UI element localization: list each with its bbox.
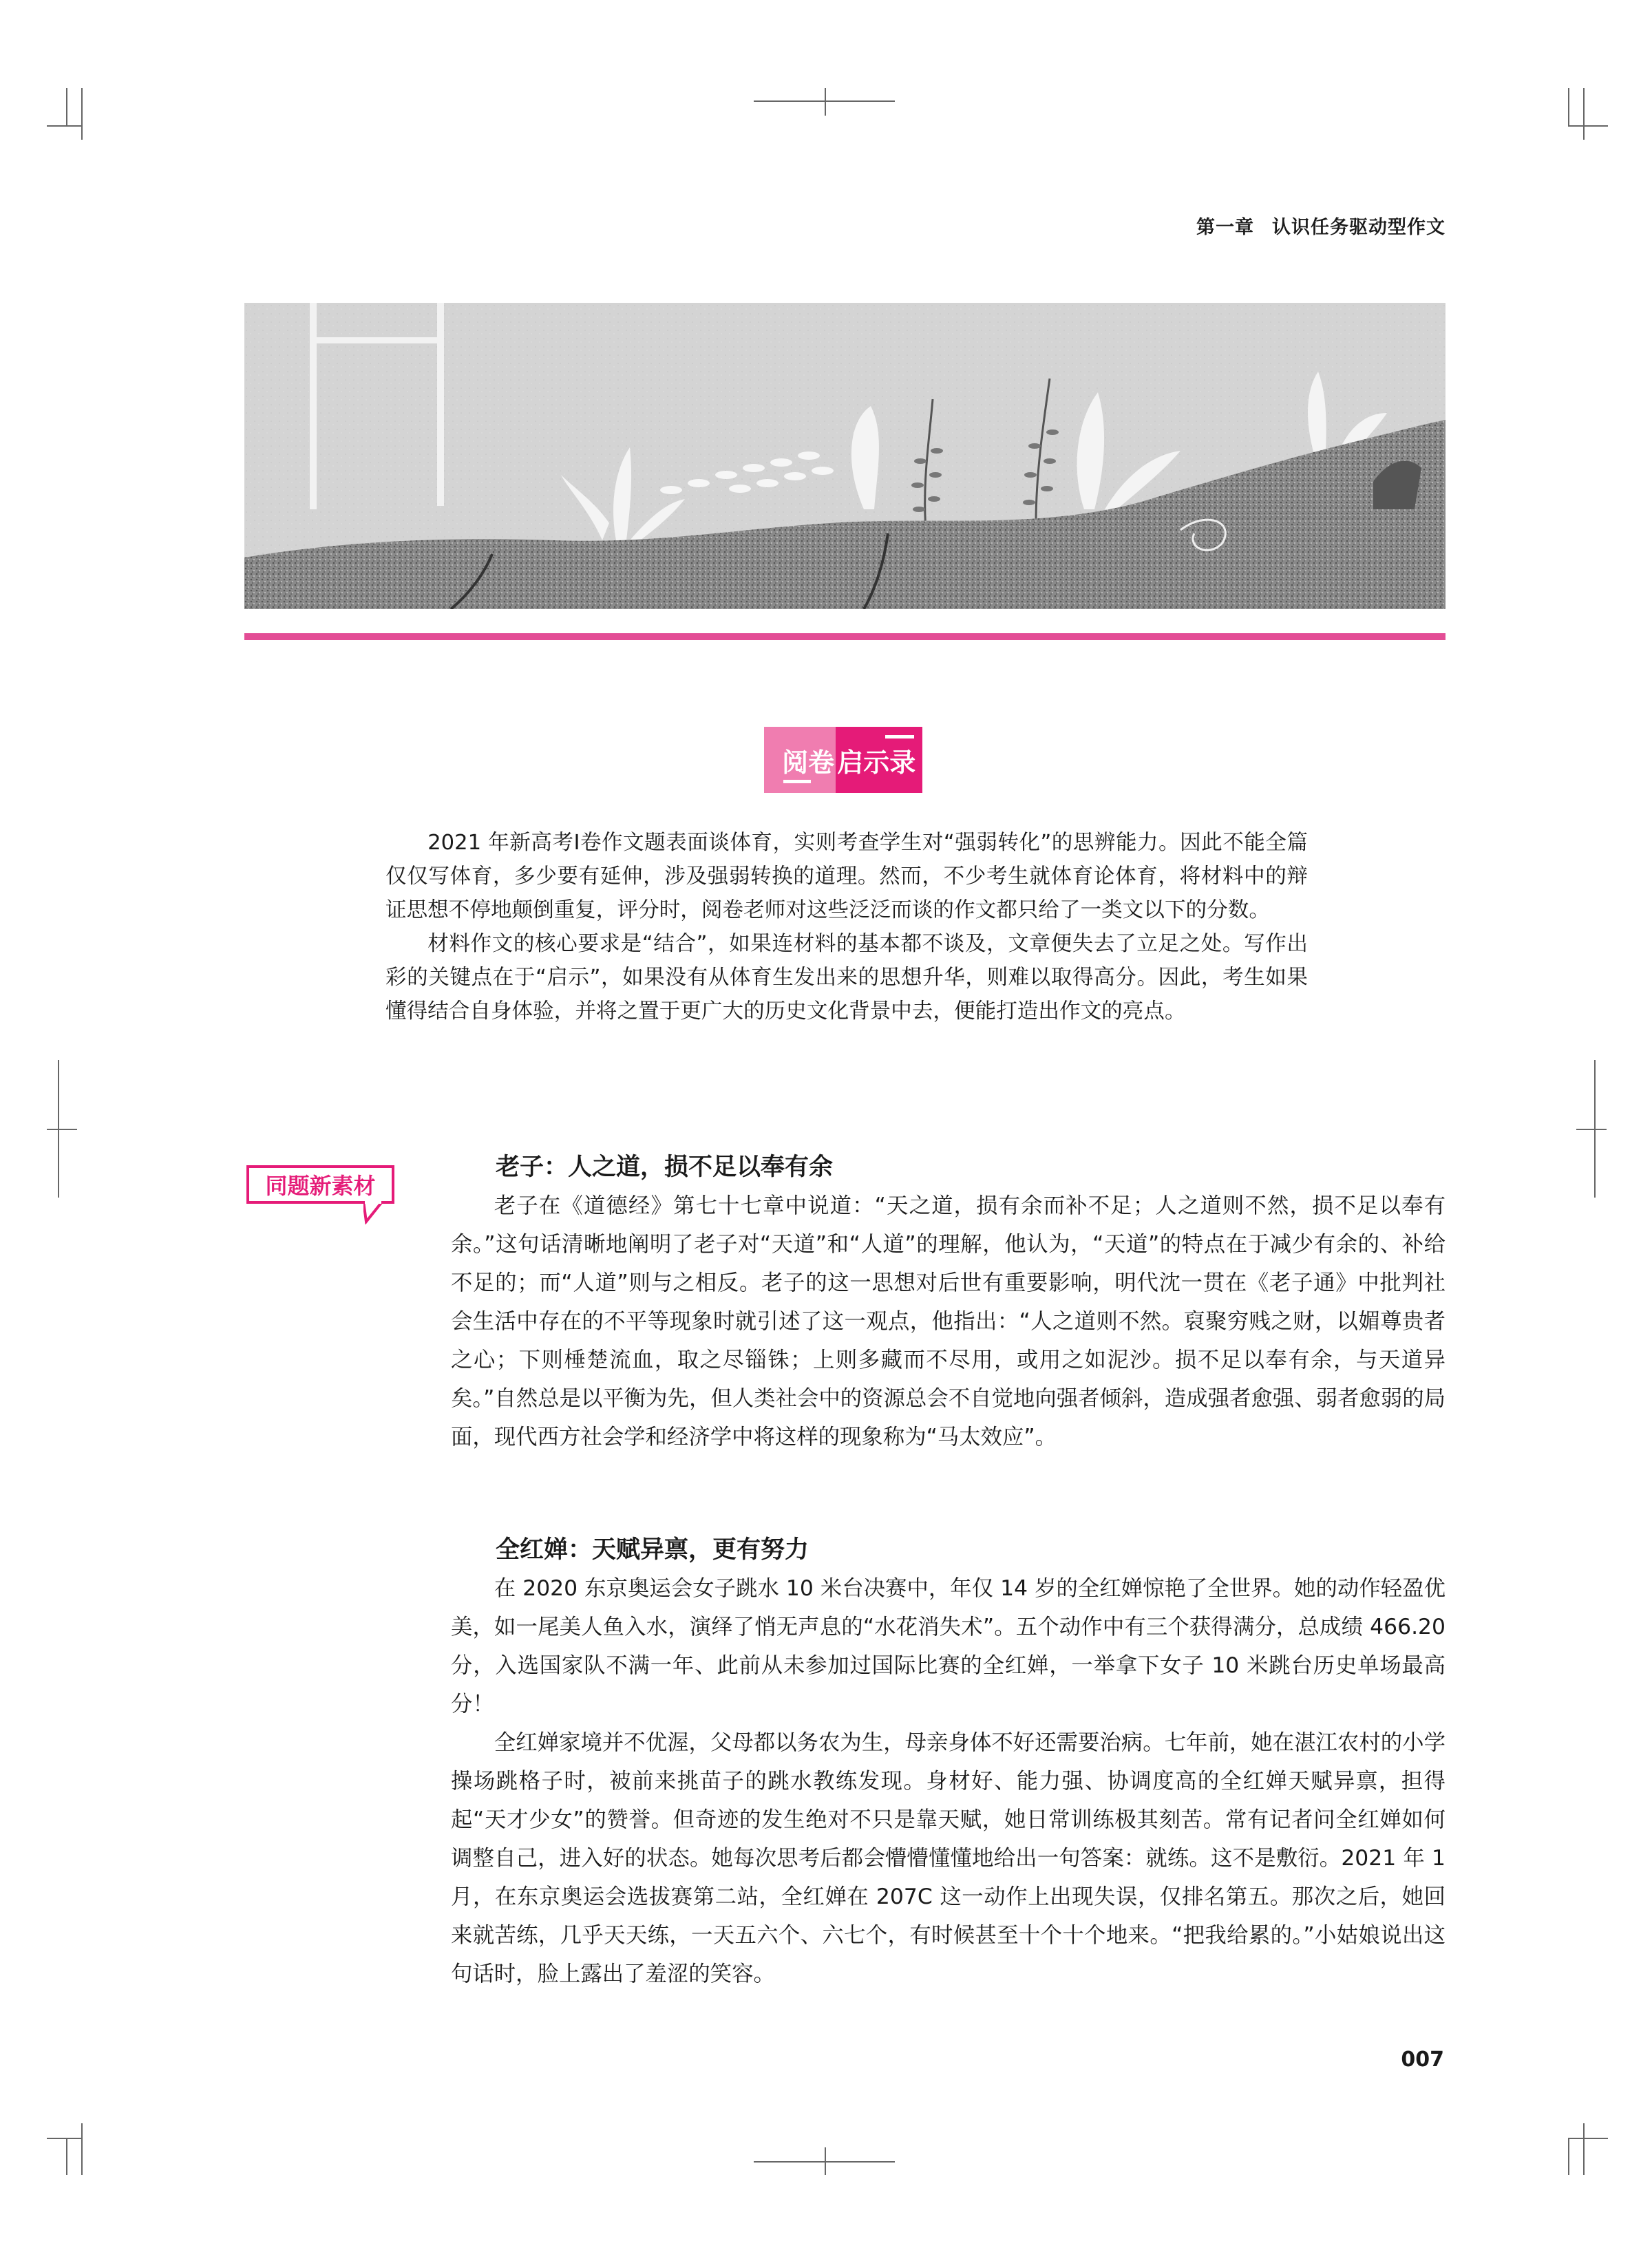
running-head [1196,212,1446,239]
article-paragraph: 在 2020 东京奥运会女子跳水 10 米台决赛中，年仅 14 岁的全红婵惊艳了全世界。她的动作轻盈优美，如一尾美人鱼入水，演绎了悄无声息的“水花消失术”。五个动作中有三个获得满分，总成绩 466.20分，入选国家队不满一年、此前从未参加过国际比赛的全红婵，一举拿下女子 10 米跳台历史单场最高分！ [451,1576,1446,1717]
article-laozi [451,1148,1446,1456]
intro-paragraph: 材料作文的核心要求是“结合”，如果连材料的基本都不谈及，文章便失去了立足之处。写作出彩的关键点在于“启示”，如果没有从体育生发出来的思想升华，则难以取得高分。因此，考生如果懂得结合自身体验，并将之置于更广大的历史文化背景中去，便能打造出作文的亮点。 [385,932,1308,1023]
section-tag: 同题新素材 [246,1165,394,1204]
article-paragraph: 老子在《道德经》第七十七章中说道：“天之道，损有余而补不足；人之道则不然，损不足以奉有余。”这句话清晰地阐明了老子对“天道”和“人道”的理解，他认为，“天道”的特点在于减少有余的、补给不足的；而“人道”则与之相反。老子的这一思想对后世有重要影响，明代沈一贯在《老子通》中批判社会生活中存在的不平等现象时就引述了这一观点，他指出：“人之道则不然。裒聚穷贱之财，以媚尊贵者之心；下则棰楚流血，取之尽锱铢；上则多藏而不尽用，或用之如泥沙。损不足以奉有余，与天道异矣。”自然总是以平衡为先，但人类社会中的资源总会不自觉地向强者倾斜，造成强者愈强、弱者愈弱的局面，现代西方社会学和经济学中将这样的现象称为“马太效应”。 [451,1193,1446,1449]
article-quan-hongchan [451,1531,1446,1993]
badge-part-2: 启示录 [836,727,922,793]
article-title: 全红婵：天赋异禀，更有努力 [496,1536,809,1564]
speech-tail-icon [363,1201,384,1224]
chapter-title: 认识任务驱动型作文 [1272,217,1446,238]
banner-illustration [244,303,1446,609]
chapter-label: 第一章 [1196,217,1254,238]
article-paragraph: 全红婵家境并不优渥，父母都以务农为生，母亲身体不好还需要治病。七年前，她在湛江农村的小学操场跳格子时，被前来挑苗子的跳水教练发现。身材好、能力强、协调度高的全红婵天赋异禀，担得起“天才少女”的赞誉。但奇迹的发生绝对不只是靠天赋，她日常训练极其刻苦。常有记者问全红婵如何调整自己，进入好的状态。她每次思考后都会懵懵懂懂地给出一句答案：就练。这不是敷衍。2021 年 1 月，在东京奥运会选拔赛第二站，全红婵在 207C 这一动作上出现失误，仅排名第五。那次之后，她回来就苦练，几乎天天练，一天五六个、六七个，有时候甚至十个十个地来。“把我给累的。”小姑娘说出这句话时，脸上露出了羞涩的笑容。 [451,1730,1446,1986]
section-divider [244,633,1446,640]
article-title: 老子：人之道，损不足以奉有余 [496,1154,834,1181]
page-number: 007 [1401,2048,1444,2072]
intro-paragraph: 2021 年新高考Ⅰ卷作文题表面谈体育，实则考查学生对“强弱转化”的思辨能力。因此不能全篇仅仅写体育，多少要有延伸，涉及强弱转换的道理。然而，不少考生就体育论体育，将材料中的辩证思想不停地颠倒重复，评分时，阅卷老师对这些泛泛而谈的作文都只给了一类文以下的分数。 [385,831,1308,922]
intro-text [385,826,1308,1028]
reading-insights-badge [764,727,922,793]
badge-part-1: 阅卷 [764,727,836,793]
underwater-scene-illustration [244,303,1446,609]
